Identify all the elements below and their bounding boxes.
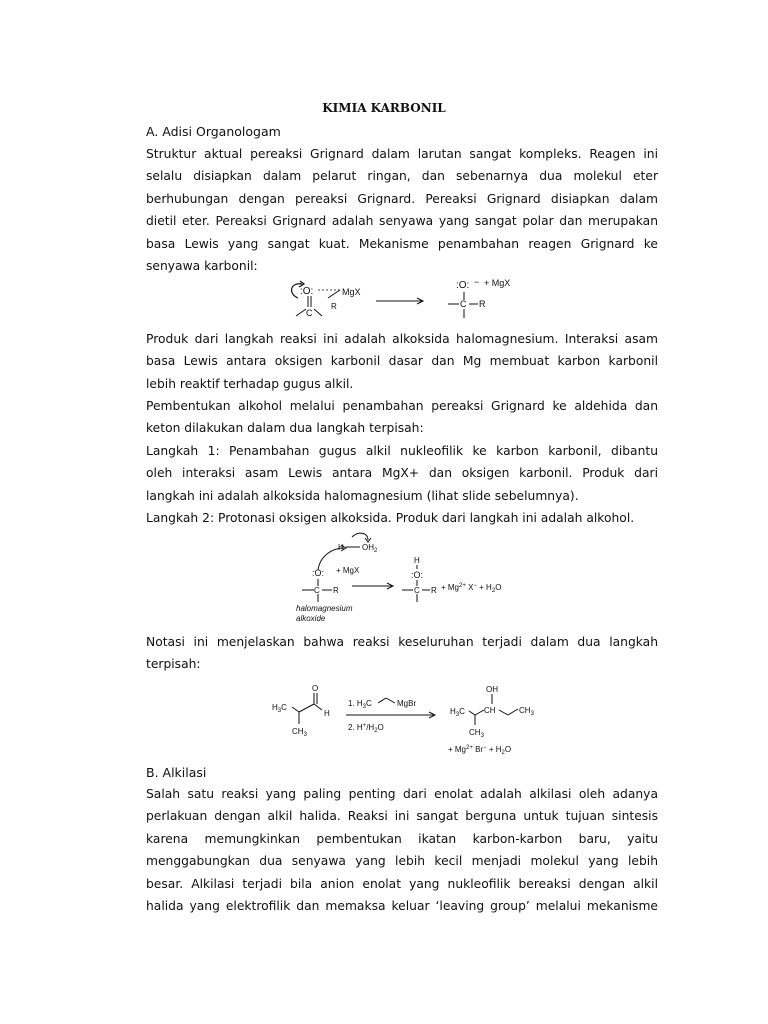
text-line: Struktur aktual pereaksi Grignard dalam larutan sangat kompleks. Reagen ini	[146, 147, 658, 161]
text-line: keton dilakukan dalam dua langkah terpisah:	[146, 421, 424, 436]
scheme3-product-methyl-left: $H_3C$	[450, 707, 465, 718]
scheme2-product-carbon: C	[414, 586, 420, 595]
text-line: menggabungkan dua senyawa yang lebih kecil menjadi molekul yang lebih	[146, 854, 658, 869]
section-a-paragraph-2	[146, 328, 658, 395]
section-a-paragraph-3	[146, 395, 658, 529]
section-b-paragraph	[146, 783, 658, 917]
scheme1-product-carbon: C	[460, 299, 467, 309]
section-b-heading: B. Alkilasi	[146, 765, 207, 780]
text-line: besar. Alkilasi terjadi bila anion enolat yang nukleofilik bereaksi dengan alkil	[146, 876, 658, 891]
text-line: langkah ini adalah alkoksida halomagnesium (lihat slide sebelumnya).	[146, 488, 579, 503]
scheme1-product-mgx: + MgX	[484, 278, 511, 288]
scheme1-r: R	[331, 302, 337, 311]
scheme2-carbon: C	[314, 586, 320, 595]
scheme3-methyl-left: $H_3C$	[272, 703, 287, 714]
scheme1-carbon: C	[306, 308, 313, 318]
text-line: senyawa karbonil:	[146, 259, 258, 274]
text-line: basa Lewis yang sangat kuat. Mekanisme penambahan reagen Grignard ke	[146, 236, 658, 251]
scheme1-product-r: R	[479, 299, 486, 309]
text-line: Pembentukan alkohol melalui penambahan pereaksi Grignard ke aldehida dan	[146, 399, 658, 413]
scheme3-methyl-bottom: $CH_3$	[292, 727, 307, 738]
scheme1-oxygen: :O:	[300, 286, 314, 297]
scheme2-caption-line2: alkoxide	[296, 614, 326, 623]
scheme1-product-oxygen: :O:	[456, 280, 470, 291]
scheme1-mgx: MgX	[342, 287, 361, 297]
scheme3-product-ch: CH	[484, 706, 496, 715]
scheme2-byproducts: + $Mg^{2+}$ $X^- + H_2O$	[441, 583, 502, 594]
scheme2-product-hydrogen: H	[414, 556, 420, 565]
scheme2-proton: H	[338, 543, 344, 552]
scheme3-step1: 1. $H_3C$	[348, 699, 372, 710]
scheme3-carbonyl-oxygen: O	[312, 684, 319, 693]
section-a-heading: A. Adisi Organologam	[146, 124, 281, 139]
scheme2-alkoxide-oxygen: :O:	[312, 568, 325, 578]
scheme2-water-oxygen: $OH_2$	[362, 543, 378, 554]
text-line: terpisah:	[146, 657, 201, 672]
scheme3-step2: 2. $H^+/H_2O$	[348, 723, 384, 734]
text-line: Produk dari langkah reaksi ini adalah alkoksida halomagnesium. Interaksi asam	[146, 332, 658, 346]
scheme3-grignard-reagent: MgBr	[397, 699, 417, 708]
scheme3-product-hydroxyl: OH	[486, 685, 498, 694]
scheme2-caption-line1: halomagnesium	[296, 604, 353, 613]
protonation-scheme	[280, 528, 530, 628]
scheme2-mgx: + MgX	[336, 566, 360, 575]
text-line: dietil eter. Pereaksi Grignard adalah senyawa yang sangat polar dan merupakan	[146, 214, 658, 229]
scheme3-aldehyde-h: H	[324, 709, 330, 718]
scheme3-product-methyl-right: $CH_3$	[519, 706, 534, 717]
overall-reaction-scheme	[268, 682, 548, 760]
text-line: halida yang elektrofilik dan memaksa keluar ‘leaving group’ melalui mekanisme	[146, 899, 658, 914]
scheme3-product-methyl-bottom: $CH_3$	[469, 728, 484, 739]
grignard-mechanism-scheme	[284, 274, 524, 324]
text-line: basa Lewis antara oksigen karbonil dasar dan Mg membuat karbon karbonil	[146, 354, 658, 369]
text-line: perlakuan dengan alkil halida. Reaksi ini sangat berguna untuk tujuan sintesis	[146, 809, 658, 824]
text-line: karena memungkinkan pembentukan ikatan karbon-karbon baru, yaitu	[146, 831, 658, 846]
text-line: oleh interaksi asam Lewis antara MgX+ dan oksigen karbonil. Produk dari	[146, 466, 658, 481]
scheme2-product-oxygen: :O:	[411, 570, 424, 580]
scheme1-product-charge: −	[474, 277, 480, 287]
text-line: Salah satu reaksi yang paling penting dari enolat adalah alkilasi oleh adanya	[146, 787, 658, 801]
text-line: berhubungan dengan pereaksi Grignard. Pereaksi Grignard disiapkan dalam	[146, 191, 658, 206]
text-line: Langkah 1: Penambahan gugus alkil nukleofilik ke karbon karbonil, dibantu	[146, 443, 658, 458]
scheme3-byproducts: + $Mg^{2+}$ $Br^- + H_2O$	[448, 745, 512, 756]
page-title: KIMIA KARBONIL	[322, 101, 446, 115]
text-line: Langkah 2: Protonasi oksigen alkoksida. Produk dari langkah ini adalah alkohol.	[146, 511, 635, 526]
scheme2-r: R	[333, 586, 339, 595]
scheme2-product-r: R	[431, 586, 437, 595]
text-line: lebih reaktif terhadap gugus alkil.	[146, 376, 354, 391]
section-a-paragraph-1	[146, 143, 658, 277]
text-line: selalu disiapkan dalam pelarut ringan, dan sebenarnya dua molekul eter	[146, 169, 658, 184]
section-a-paragraph-4	[146, 631, 658, 676]
text-line: Notasi ini menjelaskan bahwa reaksi keseluruhan terjadi dalam dua langkah	[146, 635, 658, 649]
